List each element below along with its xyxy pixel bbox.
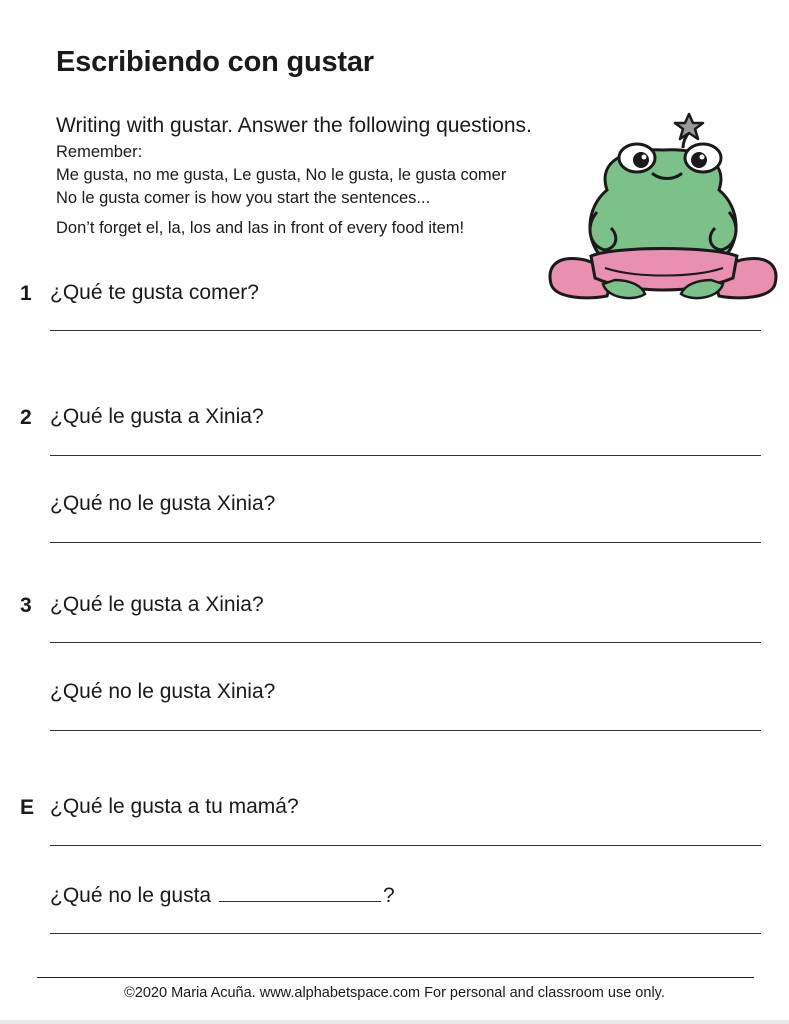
question-number-3: 3 (20, 594, 32, 617)
answer-line-ea[interactable] (50, 845, 761, 846)
footer-divider (37, 977, 754, 978)
question-number-e: E (20, 796, 35, 819)
remember-line-3: Don’t forget el, la, los and las in front of every food item! (56, 219, 465, 237)
answer-line-3b[interactable] (50, 730, 761, 731)
answer-line-1[interactable] (50, 330, 761, 331)
question-2b: ¿Qué no le gusta Xinia? (50, 492, 276, 515)
remember-line-2: No le gusta comer is how you start the sentences... (56, 189, 431, 207)
page-bottom-edge (0, 1020, 789, 1024)
answer-line-2a[interactable] (50, 455, 761, 456)
answer-line-3a[interactable] (50, 642, 761, 643)
remember-line-1: Me gusta, no me gusta, Le gusta, No le gusta, le gusta comer (56, 166, 507, 184)
remember-label: Remember: (56, 143, 143, 161)
question-2a: ¿Qué le gusta a Xinia? (50, 405, 264, 428)
page-title: Escribiendo con gustar (56, 46, 374, 78)
question-1: ¿Qué te gusta comer? (50, 281, 259, 304)
fill-in-blank[interactable] (219, 883, 381, 902)
footer-copyright: ©2020 Maria Acuña. www.alphabetspace.com For personal and classroom use only. (124, 985, 665, 1001)
answer-line-eb[interactable] (50, 933, 761, 934)
answer-line-2b[interactable] (50, 542, 761, 543)
question-eb (50, 883, 395, 908)
question-3b: ¿Qué no le gusta Xinia? (50, 680, 276, 703)
question-eb-end: ? (382, 884, 395, 907)
question-number-2: 2 (20, 406, 32, 429)
question-3a: ¿Qué le gusta a Xinia? (50, 593, 264, 616)
question-number-1: 1 (20, 282, 32, 305)
instructions: Writing with gustar. Answer the following questions. (56, 114, 532, 137)
question-ea: ¿Qué le gusta a tu mamá? (50, 795, 299, 818)
question-eb-start: ¿Qué no le gusta (50, 884, 212, 907)
frog-illustration (545, 108, 781, 308)
